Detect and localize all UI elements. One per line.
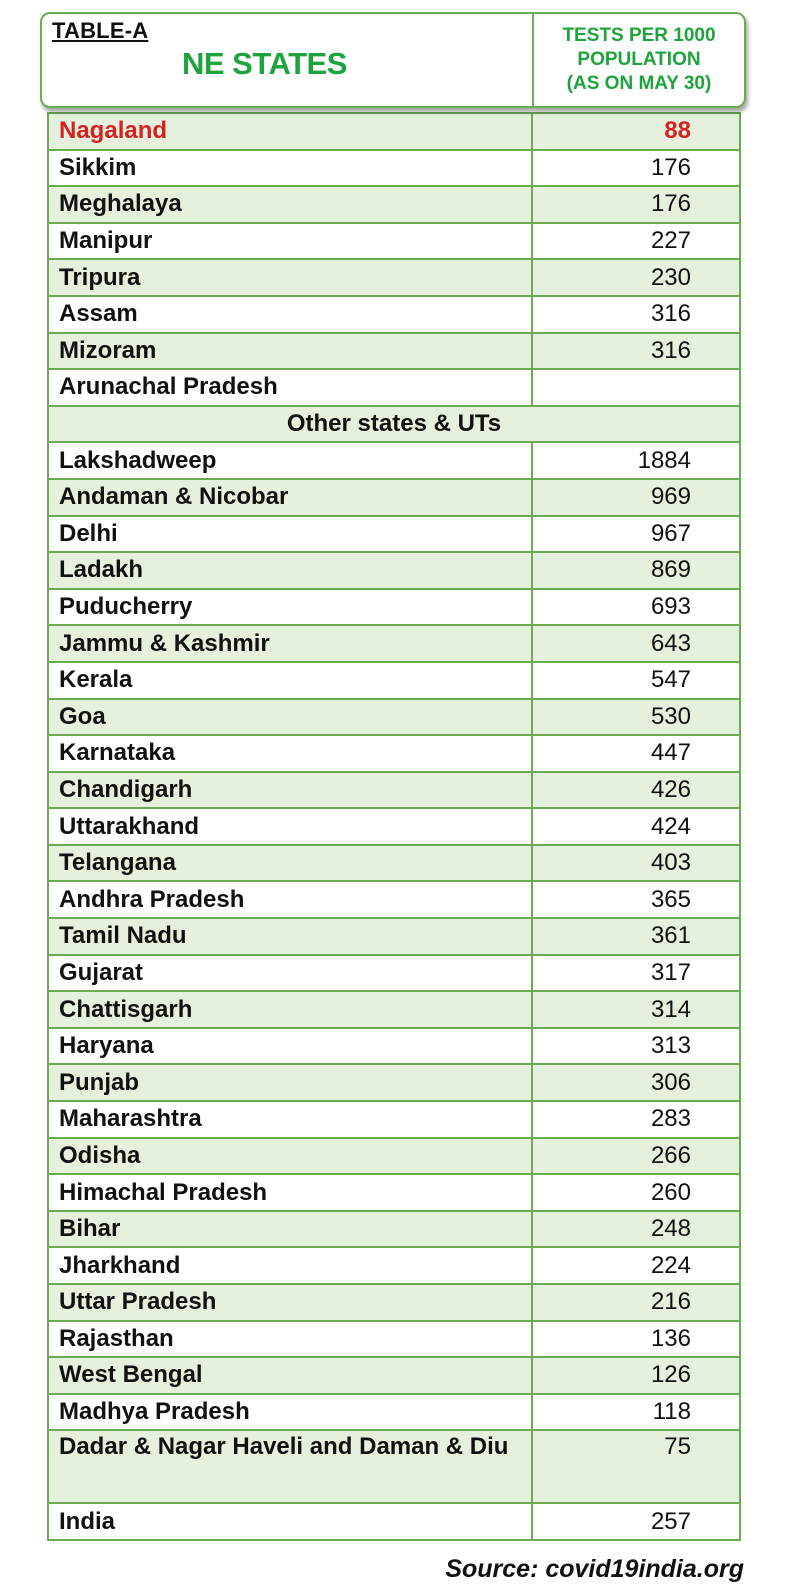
tests-value: 643 bbox=[650, 629, 691, 657]
table-row bbox=[49, 441, 739, 478]
state-name: Mizoram bbox=[49, 334, 533, 369]
tests-value: 313 bbox=[650, 1032, 691, 1060]
table-row bbox=[49, 588, 739, 625]
tests-value: 176 bbox=[650, 153, 691, 181]
table-row bbox=[49, 112, 739, 149]
table-row bbox=[49, 624, 739, 661]
table-row bbox=[49, 771, 739, 808]
metric-title-line: (AS ON MAY 30) bbox=[566, 73, 712, 94]
table-row bbox=[49, 990, 739, 1027]
state-name: Tamil Nadu bbox=[49, 919, 533, 954]
state-name: Puducherry bbox=[49, 590, 533, 625]
table-row bbox=[49, 698, 739, 735]
table-row bbox=[49, 149, 739, 186]
state-name: Bihar bbox=[49, 1212, 533, 1247]
tests-value: 260 bbox=[650, 1178, 691, 1206]
state-name: Kerala bbox=[49, 663, 533, 698]
table-row bbox=[49, 661, 739, 698]
state-name: Jharkhand bbox=[49, 1248, 533, 1283]
table-row bbox=[49, 1393, 739, 1430]
table-label: TABLE-A bbox=[52, 18, 149, 43]
tests-value: 283 bbox=[650, 1105, 691, 1133]
state-name: Gujarat bbox=[49, 956, 533, 991]
state-name: Manipur bbox=[49, 224, 533, 259]
tests-value: 424 bbox=[650, 812, 691, 840]
tests-value: 869 bbox=[650, 556, 691, 584]
metric-title bbox=[562, 24, 715, 96]
tests-value: 693 bbox=[650, 593, 691, 621]
header-right-cell bbox=[534, 14, 744, 106]
state-name: West Bengal bbox=[49, 1358, 533, 1393]
state-name: Andhra Pradesh bbox=[49, 882, 533, 917]
table-row bbox=[49, 807, 739, 844]
table-row bbox=[49, 1502, 739, 1539]
tests-value: 266 bbox=[650, 1141, 691, 1169]
tests-value: 317 bbox=[650, 958, 691, 986]
tests-value: 216 bbox=[650, 1288, 691, 1316]
tests-value: 176 bbox=[650, 190, 691, 218]
table-row bbox=[49, 551, 739, 588]
tests-value: 118 bbox=[652, 1398, 691, 1426]
table-row bbox=[49, 185, 739, 222]
state-name: Lakshadweep bbox=[49, 443, 533, 478]
tests-value: 530 bbox=[650, 702, 691, 730]
tests-value: 126 bbox=[650, 1361, 691, 1389]
table-row bbox=[49, 332, 739, 369]
tests-value: 136 bbox=[650, 1324, 691, 1352]
state-name: Nagaland bbox=[49, 114, 533, 149]
tests-value bbox=[533, 370, 739, 405]
tests-value: 88 bbox=[664, 117, 691, 145]
state-name: Karnataka bbox=[49, 736, 533, 771]
state-name: Assam bbox=[49, 297, 533, 332]
table-row bbox=[49, 1320, 739, 1357]
state-name: Madhya Pradesh bbox=[49, 1395, 533, 1430]
table-row bbox=[49, 222, 739, 259]
tests-value: 306 bbox=[650, 1068, 691, 1096]
table-row bbox=[49, 1173, 739, 1210]
table-header bbox=[40, 12, 746, 108]
state-name: Ladakh bbox=[49, 553, 533, 588]
state-name: Tripura bbox=[49, 260, 533, 295]
table-row bbox=[49, 515, 739, 552]
tests-value: 316 bbox=[650, 336, 691, 364]
table-row bbox=[49, 295, 739, 332]
table-row bbox=[49, 1137, 739, 1174]
tests-value: 227 bbox=[650, 227, 691, 255]
table-row bbox=[49, 954, 739, 991]
table-row bbox=[49, 478, 739, 515]
state-name: Dadar & Nagar Haveli and Daman & Diu bbox=[49, 1431, 533, 1502]
state-name: Andaman & Nicobar bbox=[49, 480, 533, 515]
tests-value: 1884 bbox=[637, 446, 691, 474]
state-name: Jammu & Kashmir bbox=[49, 626, 533, 661]
metric-title-line: POPULATION bbox=[577, 49, 701, 70]
state-name: Punjab bbox=[49, 1065, 533, 1100]
state-name: Meghalaya bbox=[49, 187, 533, 222]
table-row bbox=[49, 1063, 739, 1100]
tests-value: 967 bbox=[650, 519, 691, 547]
state-name: Rajasthan bbox=[49, 1322, 533, 1357]
table-row bbox=[49, 880, 739, 917]
tests-value: 361 bbox=[650, 922, 691, 950]
state-name: Maharashtra bbox=[49, 1102, 533, 1137]
table-row bbox=[49, 1283, 739, 1320]
tests-value: 316 bbox=[650, 300, 691, 328]
state-name: Telangana bbox=[49, 846, 533, 881]
region-title: NE STATES bbox=[182, 46, 347, 81]
table-row bbox=[49, 844, 739, 881]
state-name: Chandigarh bbox=[49, 773, 533, 808]
tests-value: 547 bbox=[650, 666, 691, 694]
state-name: Chattisgarh bbox=[49, 992, 533, 1027]
metric-title-line: TESTS PER 1000 bbox=[562, 25, 716, 46]
tests-value: 969 bbox=[650, 483, 691, 511]
table-row bbox=[49, 1429, 739, 1502]
state-name: Delhi bbox=[49, 517, 533, 552]
state-name: Sikkim bbox=[49, 151, 533, 186]
table-row bbox=[49, 258, 739, 295]
tests-value: 314 bbox=[650, 995, 691, 1023]
header-left-cell bbox=[42, 14, 534, 106]
tests-value: 230 bbox=[650, 263, 691, 291]
table-row bbox=[49, 734, 739, 771]
state-name: Odisha bbox=[49, 1139, 533, 1174]
table-row bbox=[49, 1356, 739, 1393]
tests-value: 365 bbox=[650, 885, 691, 913]
section-header-row: Other states & UTs bbox=[49, 405, 739, 442]
table-row bbox=[49, 917, 739, 954]
tests-value: 426 bbox=[650, 775, 691, 803]
state-name: India bbox=[49, 1504, 533, 1539]
state-name: Uttarakhand bbox=[49, 809, 533, 844]
state-name: Arunachal Pradesh bbox=[49, 370, 533, 405]
table-row bbox=[49, 1027, 739, 1064]
table-row bbox=[49, 368, 739, 405]
table-row bbox=[49, 1100, 739, 1137]
data-table bbox=[47, 112, 741, 1541]
tests-value: 447 bbox=[650, 739, 691, 767]
source-note: Source: covid19india.org bbox=[445, 1555, 744, 1583]
tests-value: 403 bbox=[650, 849, 691, 877]
state-name: Himachal Pradesh bbox=[49, 1175, 533, 1210]
tests-value: 224 bbox=[650, 1251, 691, 1279]
tests-value: 75 bbox=[664, 1433, 691, 1461]
state-name: Uttar Pradesh bbox=[49, 1285, 533, 1320]
table-row bbox=[49, 1210, 739, 1247]
tests-value: 257 bbox=[650, 1507, 691, 1535]
tests-value: 248 bbox=[650, 1215, 691, 1243]
state-name: Haryana bbox=[49, 1029, 533, 1064]
state-name: Goa bbox=[49, 700, 533, 735]
table-row bbox=[49, 1246, 739, 1283]
